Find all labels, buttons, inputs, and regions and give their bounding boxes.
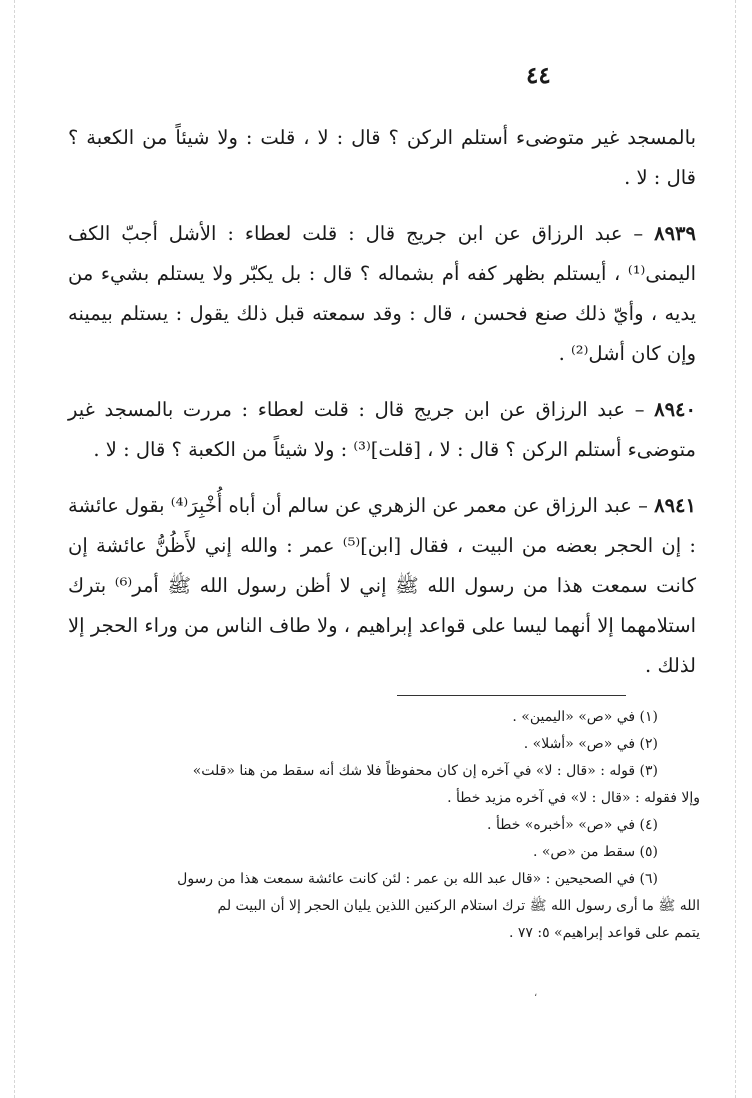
- footnote-label: (٣): [639, 763, 658, 779]
- footnote-6-continued: الله ﷺ ما أرى رسول الله ﷺ ترك استلام الركنين اللذين يليان الحجر إلا أن البيت لم: [217, 898, 700, 914]
- scan-edge-left: [14, 0, 16, 1098]
- footnote-2: [60, 731, 700, 758]
- footnote-text: في «ص» «أشلا» .: [523, 736, 640, 752]
- footnote-text: في «ص» «اليمين» .: [512, 709, 640, 725]
- hadith-number: ٨٩٤١: [654, 494, 696, 517]
- page-number: ٤٤: [526, 62, 551, 89]
- footnote-4: [60, 812, 700, 839]
- footnote-1: [60, 704, 700, 731]
- footnote-divider: [397, 695, 626, 696]
- hadith-number: ٨٩٣٩: [654, 222, 696, 245]
- main-text: [68, 118, 696, 702]
- footnote-6: [60, 866, 700, 893]
- hadith-8941: [68, 486, 696, 686]
- footnotes: [60, 704, 700, 947]
- hadith-number: ٨٩٤٠: [654, 398, 696, 421]
- footnote-text: في الصحيحين : «قال عبد الله بن عمر : لئن كانت عائشة سمعت هذا من رسول: [177, 871, 640, 887]
- footnote-text: قوله : «قال : لا» في آخره إن كان محفوظاً فلا شك أنه سقط من هنا «قلت»: [192, 763, 640, 779]
- hadith-8940: [68, 390, 696, 470]
- footnote-label: (٢): [639, 736, 658, 752]
- footnote-3-continued: وإلا فقوله : «قال : لا» في آخره مزيد خطأ .: [447, 790, 700, 806]
- hadith-text: – عبد الرزاق عن ابن جريج قال : قلت لعطاء : مررت بالمسجد غير متوضىء أستلم الركن ؟ قال : لا ، [قلت]⁽³⁾ : ولا شيئاً من الكعبة ؟ قال : لا .: [68, 398, 696, 461]
- footnote-label: (١): [639, 709, 658, 725]
- footnote-5: [60, 839, 700, 866]
- footnote-6-continued-2: يتمم على قواعد إبراهيم» ٥: ٧٧ .: [508, 925, 700, 941]
- scan-edge-right: [735, 0, 737, 1098]
- hadith-8939: [68, 214, 696, 374]
- print-mark: ،: [534, 988, 538, 999]
- paragraph-text: بالمسجد غير متوضىء أستلم الركن ؟ قال : لا ، قلت : ولا شيئاً من الكعبة ؟ قال : لا .: [68, 126, 696, 189]
- footnote-label: (٦): [639, 871, 658, 887]
- footnote-3: [60, 758, 700, 785]
- hadith-text: – عبد الرزاق عن ابن جريج قال : قلت لعطاء : الأشل أجبّ الكف اليمنى⁽¹⁾ ، أيستلم بظهر كفه أم بشماله ؟ قال : بل يكبّر ولا يستلم بشيء من يديه ، وأيّ ذلك صنع فحسن ، قال : وقد سمعته قبل ذلك يقول : يستلم بيمينه وإن كان أشل⁽²⁾ .: [68, 222, 696, 365]
- paragraph-continuation: [68, 118, 696, 198]
- footnote-label: (٥): [639, 844, 658, 860]
- footnote-text: في «ص» «أخبره» خطأ .: [487, 817, 640, 833]
- footnote-label: (٤): [639, 817, 658, 833]
- hadith-text: – عبد الرزاق عن معمر عن الزهري عن سالم أن أباه أُخْبِرَ⁽⁴⁾ بقول عائشة : إن الحجر بعضه من البيت ، فقال [ابن]⁽⁵⁾ عمر : والله إني لأَظُنُّ عائشة إن كانت سمعت هذا من رسول الله ﷺ إني لا أظن رسول الله ﷺ أمر⁽⁶⁾ بترك استلامهما إلا أنهما ليسا على قواعد إبراهيم ، ولا طاف الناس من وراء الحجر إلا لذلك .: [68, 494, 696, 677]
- footnote-text: سقط من «ص» .: [532, 844, 640, 860]
